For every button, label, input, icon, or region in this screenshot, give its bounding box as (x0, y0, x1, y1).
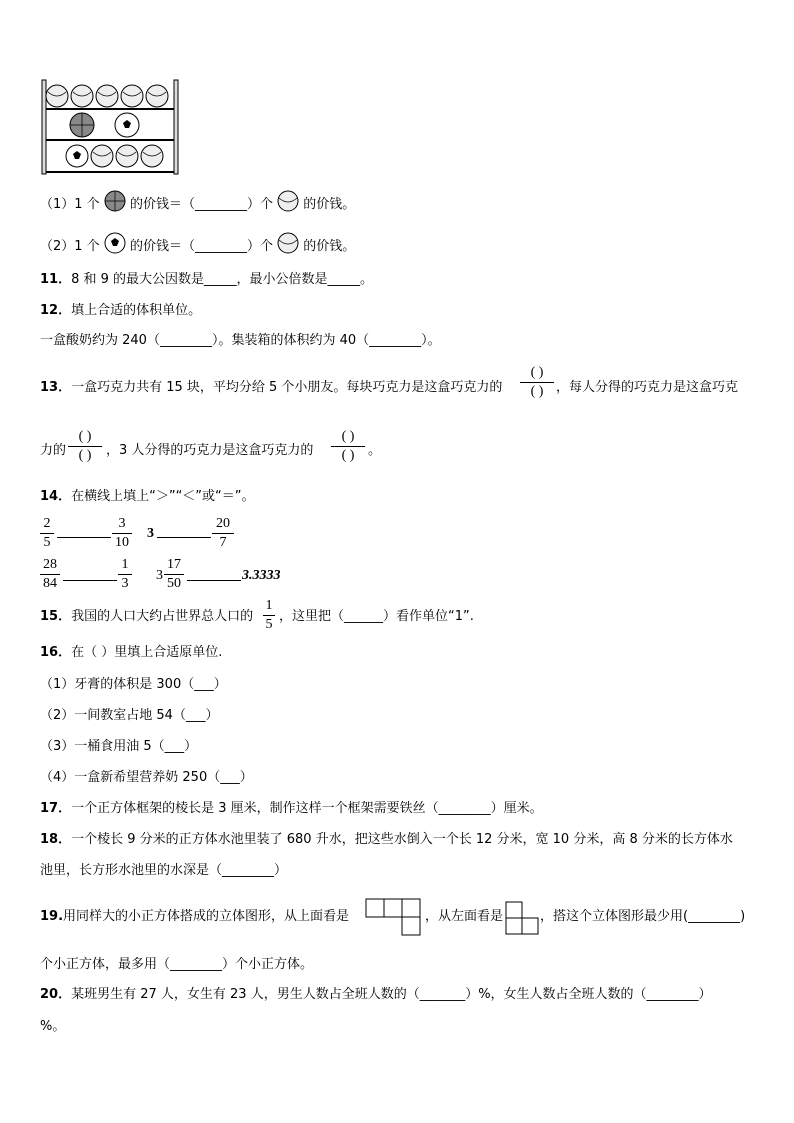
basketball-icon (104, 190, 126, 219)
q13-f1-num: ( ) (520, 364, 554, 383)
question-20 (40, 985, 712, 1005)
q14-b-num: 3 (112, 515, 132, 534)
q14-g-num: 17 (164, 556, 184, 575)
question-12 (40, 301, 201, 321)
q14-g-whole: 3 (156, 568, 163, 583)
q14-b-den: 10 (115, 535, 129, 550)
q20-text2: %。 (40, 1019, 66, 1034)
q15-fraction (263, 597, 275, 634)
q13-f3-den: ( ) (341, 448, 355, 463)
q15-text2-line (279, 607, 474, 627)
q14-blank-2 (157, 537, 211, 538)
q10-part1 (40, 190, 355, 210)
soccer-ball-icon (104, 232, 126, 261)
q16-item-2: （2）一间教室占地 54（___） (40, 708, 219, 723)
q15-text1: 我国的人口大约占世界总人口的 (71, 609, 254, 624)
q15-text2: ，这里把（______）看作单位“1”. (279, 609, 474, 624)
q19-text3-line (540, 907, 745, 927)
q10-part1-mid: 的价钱＝（________）个 (129, 197, 273, 212)
q14-number: 14． (40, 489, 72, 504)
q14-e-num: 28 (40, 556, 60, 575)
q14-blank-3 (63, 580, 117, 581)
q14-frac-f (118, 556, 132, 593)
q13-text4: ，3 人分得的巧克力是这盒巧克力的 (106, 443, 314, 458)
q19-text4: 个小正方体，最多用（________）个小正方体。 (40, 957, 314, 972)
q10-part2 (40, 232, 355, 252)
q14-frac-g (164, 556, 184, 593)
q16-item (40, 768, 253, 788)
question-16 (40, 643, 222, 663)
q13-text5-line (368, 441, 381, 461)
q20-number: 20． (40, 987, 72, 1002)
q16-item-1: （1）牙膏的体积是 300（___） (40, 677, 227, 692)
question-19 (40, 907, 349, 927)
q14-e-den: 84 (43, 576, 57, 591)
q19-text3: ，搭这个立体图形最少用(________) (540, 909, 746, 924)
q12-number: 12． (40, 303, 72, 318)
q14-f-num: 1 (118, 556, 132, 575)
top-view-diagram (365, 898, 423, 940)
question-15 (40, 607, 253, 627)
q13-text3: 力的 (40, 443, 67, 458)
q13-text5: 。 (368, 443, 382, 458)
q10-part2-mid: 的价钱＝（________）个 (129, 239, 273, 254)
question-18 (40, 830, 733, 850)
q19-text1: 用同样大的小正方体搭成的立体图形，从上面看是 (63, 909, 350, 924)
q18-number: 18． (40, 832, 72, 847)
q18-line2 (40, 861, 287, 881)
q10-part2-label: （2）1 个 (40, 239, 100, 254)
q13-f2-den: ( ) (78, 448, 92, 463)
q10-part1-label: （1）1 个 (40, 197, 100, 212)
q14-h: 3.3333 (242, 568, 281, 583)
question-17 (40, 799, 543, 819)
q16-item-4: （4）一盒新希望营养奶 250（___） (40, 770, 253, 785)
q14-d-den: 7 (219, 535, 227, 550)
q13-text4-line (106, 441, 313, 461)
q16-text: 在（ ）里填上合适原单位. (71, 645, 223, 660)
q16-item (40, 737, 197, 757)
q14-frac-d (212, 515, 234, 552)
q16-item (40, 675, 227, 695)
q14-text: 在横线上填上“＞”“＜”或“＝”。 (71, 489, 255, 504)
volleyball-icon (277, 190, 299, 219)
q19-line2 (40, 955, 313, 975)
q16-item (40, 706, 218, 726)
q15-number: 15． (40, 609, 72, 624)
q18-text1: 一个棱长 9 分米的正方体水池里装了 680 升水，把这些水倒入一个长 12 分米，宽 10 分米，高 8 分米的长方体水 (71, 832, 733, 847)
q12-text: 填上合适的体积单位。 (71, 303, 202, 318)
q14-frac-a (40, 515, 54, 552)
q13-number: 13． (40, 380, 72, 395)
q14-a-num: 2 (40, 515, 54, 534)
q13-blank-fraction-2 (68, 428, 102, 465)
q12-line2-text: 一盒酸奶约为 240（________）。集装箱的体积约为 40（________）。 (40, 333, 441, 348)
q14-a-den: 5 (43, 535, 51, 550)
q17-text: 一个正方体框架的棱长是 3 厘米，制作这样一个框架需要铁丝（________）厘米。 (71, 801, 543, 816)
q14-g-den: 50 (167, 576, 181, 591)
q19-text2: ，从左面看是 (425, 909, 504, 924)
q14-blank-4 (187, 580, 241, 581)
q20-text1: 某班男生有 27 人，女生有 23 人，男生人数占全班人数的（_______）%，女生人数占全班人数的（________） (71, 987, 712, 1002)
q14-f-den: 3 (121, 576, 129, 591)
q20-line2 (40, 1017, 65, 1037)
question-11 (40, 270, 373, 290)
q15-f-den: 5 (265, 617, 273, 632)
q13-text1: 一盒巧克力共有 15 块，平均分给 5 个小朋友。每块巧克力是这盒巧克力的 (71, 380, 503, 395)
q15-f-num: 1 (263, 597, 275, 616)
q16-item-3: （3）一桶食用油 5（___） (40, 739, 198, 754)
q13-blank-fraction-3 (331, 428, 365, 465)
ball-rack-image (40, 78, 180, 176)
q14-frac-b (112, 515, 132, 552)
q13-line2 (40, 441, 66, 461)
q14-blank-1 (57, 537, 111, 538)
q18-text2: 池里，长方形水池里的水深是（________） (40, 863, 288, 878)
q17-number: 17． (40, 801, 72, 816)
q13-f3-num: ( ) (331, 428, 365, 447)
q16-number: 16． (40, 645, 72, 660)
q13-f1-den: ( ) (530, 384, 544, 399)
q14-frac-e (40, 556, 60, 593)
q14-d-num: 20 (212, 515, 234, 534)
left-view-diagram (505, 901, 541, 939)
q11-text: 8 和 9 的最大公因数是_____，最小公倍数是_____。 (71, 272, 374, 287)
q13-blank-fraction-1 (520, 364, 554, 401)
q13-f2-num: ( ) (68, 428, 102, 447)
question-14 (40, 487, 255, 507)
q11-number: 11． (40, 272, 72, 287)
q14-c: 3 (147, 526, 154, 541)
q13-text2: ，每人分得的巧克力是这盒巧克 (556, 380, 739, 395)
q19-text2-line (425, 907, 503, 927)
q10-part2-end: 的价钱。 (303, 239, 356, 254)
question-13 (40, 378, 502, 398)
volleyball-icon (277, 232, 299, 261)
q13-text2-line (556, 378, 738, 398)
q19-number: 19. (40, 909, 64, 924)
q10-part1-end: 的价钱。 (303, 197, 356, 212)
q12-line2 (40, 331, 441, 351)
